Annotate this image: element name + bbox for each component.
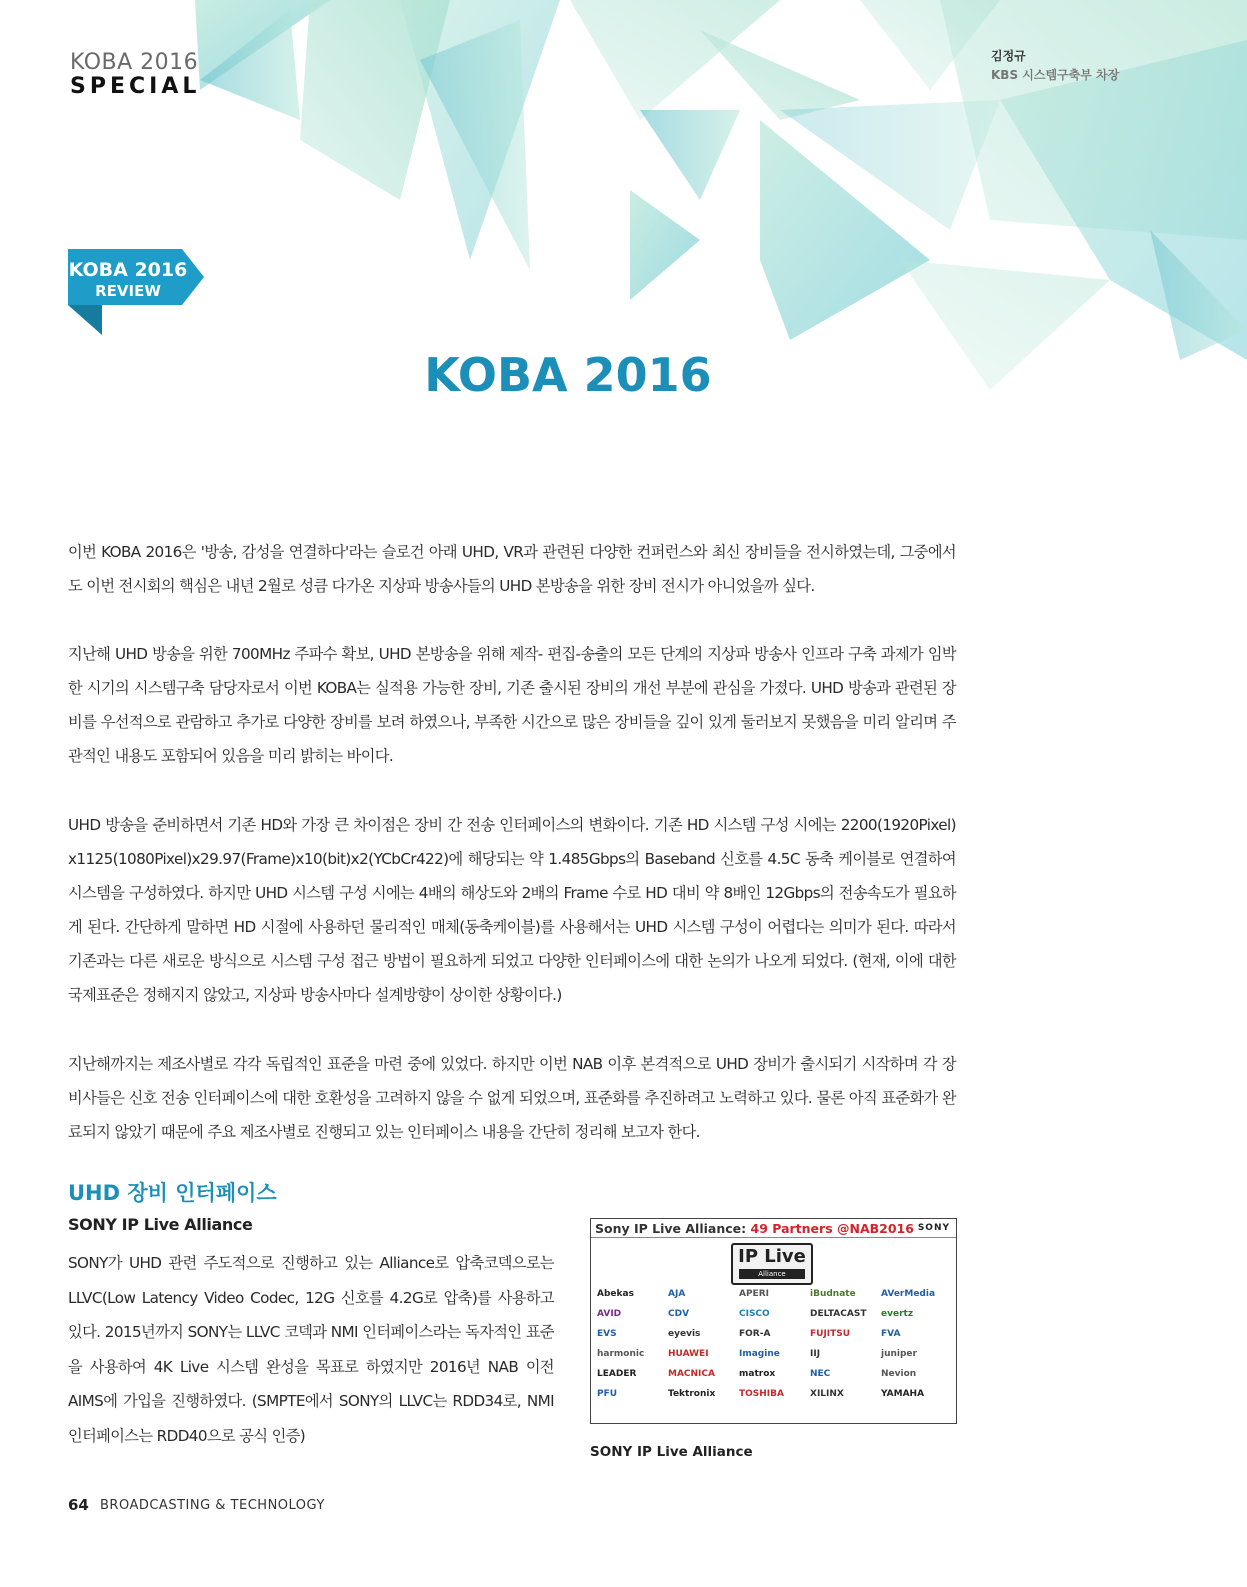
partner-logo: juniper	[881, 1349, 917, 1359]
section-sublabel: SPECIAL	[70, 74, 201, 99]
section-heading: UHD 장비 인터페이스	[68, 1181, 277, 1205]
partner-logo: LEADER	[597, 1369, 637, 1379]
partner-logo: CISCO	[739, 1309, 770, 1319]
ip-live-badge	[731, 1243, 813, 1285]
partner-logo: AVID	[597, 1309, 622, 1319]
partner-logo: NEC	[810, 1369, 831, 1379]
paragraph-3: UHD 방송을 준비하면서 기존 HD와 가장 큰 차이점은 장비 간 전송 인터페이스의 변화이다. 기존 HD 시스템 구성 시에는 2200(1920Pixel) x1125(1080Pixel)x29.97(Frame)x10(bit)x2(YCbCr422)에 해당되는 약 1.485Gbps의 Baseband 신호를 4.5C 동축 케이블로 연결하여 시스템을 구성하였다. 하지만 UHD 시스템 구성 시에는 4배의 해상도와 2배의 Frame 수로 HD 대비 약 8배인 12Gbps의 전송속도가 필요하게 된다. 간단하게 말하면 HD 시절에 사용하던 물리적인 매체(동축케이블)를 사용해서는 UHD 시스템 구성이 어렵다는 의미가 된다. 따라서 기존과는 다른 새로운 방식으로 시스템 구성 접근 방법이 필요하게 되었고 다양한 인터페이스에 대한 논의가 나오게 되었다. (현재, 이에 대한 국제표준은 정해지지 않았고, 지상파 방송사마다 설계방향이 상이한 상황이다.)	[68, 816, 956, 1004]
partner-logo: evertz	[881, 1309, 914, 1319]
partner-logo: IIJ	[810, 1349, 821, 1359]
figure-title	[595, 1221, 914, 1236]
figure-divider	[591, 1237, 956, 1238]
partner-logo: DELTACAST	[810, 1309, 867, 1319]
partner-logo: FVA	[881, 1329, 901, 1339]
review-tag-title: KOBA 2016	[68, 259, 188, 281]
partner-logo: MACNICA	[668, 1369, 715, 1379]
figure-brand-logo: SONY	[917, 1223, 950, 1233]
partner-logo: XILINX	[810, 1389, 844, 1399]
partner-logo: AVerMedia	[881, 1289, 936, 1299]
subsection-heading: SONY IP Live Alliance	[68, 1215, 253, 1234]
article-title: KOBA 2016	[424, 348, 712, 402]
partner-logo: APERI	[739, 1289, 769, 1299]
page-number: 64	[68, 1496, 89, 1514]
ip-live-badge-title: IP Live	[738, 1246, 806, 1267]
partner-logo: iBudnate	[810, 1289, 856, 1299]
partner-logo: Imagine	[739, 1349, 780, 1359]
partner-logo: Abekas	[597, 1289, 634, 1299]
paragraph-1: 이번 KOBA 2016은 '방송, 감성을 연결하다'라는 슬로건 아래 UHD, VR과 관련된 다양한 컨퍼런스와 최신 장비들을 전시하였는데, 그중에서도 이번 전시회의 핵심은 내년 2월로 성큼 다가온 지상파 방송사들의 UHD 본방송을 위한 장비 전시가 아니었을까 싶다.	[68, 543, 956, 595]
partner-logo: matrox	[739, 1369, 776, 1379]
author-name: 김정규	[991, 49, 1026, 63]
partner-logo: CDV	[668, 1309, 690, 1319]
review-tag-subtitle: REVIEW	[95, 282, 161, 300]
partner-logo: TOSHIBA	[739, 1389, 784, 1399]
figure-title-highlight: 49 Partners @NAB2016	[750, 1221, 914, 1236]
sony-paragraph: SONY가 UHD 관련 주도적으로 진행하고 있는 Alliance로 압축코덱으로는 LLVC(Low Latency Video Codec, 12G 신호를 4.2G로 압축)를 사용하고 있다. 2015년까지 SONY는 LLVC 코덱과 NMI 인터페이스라는 독자적인 표준을 사용하여 4K Live 시스템 완성을 목표로 하였지만 2016년 NAB 이전 AIMS에 가입을 진행하였다. (SMPTE에서 SONY의 LLVC는 RDD34로, NMI 인터페이스는 RDD40으로 공식 인증)	[68, 1254, 554, 1445]
partner-logo: HUAWEI	[668, 1349, 709, 1359]
section-label: KOBA 2016	[70, 50, 199, 75]
partner-logo: PFU	[597, 1389, 618, 1399]
partner-logo: EVS	[597, 1329, 617, 1339]
alliance-partner-figure	[590, 1218, 957, 1424]
partner-logo: FUJITSU	[810, 1329, 851, 1339]
figure-caption: SONY IP Live Alliance	[590, 1444, 753, 1460]
paragraph-2: 지난해 UHD 방송을 위한 700MHz 주파수 확보, UHD 본방송을 위해 제작- 편집-송출의 모든 단계의 지상파 방송사 인프라 구축 과제가 임박한 시기의 시스템구축 담당자로서 이번 KOBA는 실적용 가능한 장비, 기존 출시된 장비의 개선 부분에 관심을 가졌다. UHD 방송과 관련된 장비를 우선적으로 관람하고 추가로 다양한 장비를 보려 하였으나, 부족한 시간으로 많은 장비들을 깊이 있게 둘러보지 못했음을 미리 알리며 주관적인 내용도 포함되어 있음을 미리 밝히는 바이다.	[68, 645, 956, 765]
ip-live-badge-subtitle: Alliance	[739, 1269, 805, 1279]
partner-logo: Tektronix	[668, 1389, 716, 1399]
partner-logo: FOR-A	[739, 1329, 771, 1339]
partner-logo: AJA	[668, 1289, 686, 1299]
partner-logo: YAMAHA	[881, 1389, 925, 1399]
partner-logo: harmonic	[597, 1349, 645, 1359]
partner-logo: eyevis	[668, 1329, 701, 1339]
publication-name: BROADCASTING & TECHNOLOGY	[100, 1498, 325, 1513]
figure-title-prefix: Sony IP Live Alliance:	[595, 1221, 747, 1236]
partner-logo: Nevion	[881, 1369, 917, 1379]
paragraph-4: 지난해까지는 제조사별로 각각 독립적인 표준을 마련 중에 있었다. 하지만 이번 NAB 이후 본격적으로 UHD 장비가 출시되기 시작하며 각 장비사들은 신호 전송 인터페이스에 대한 호환성을 고려하지 않을 수 없게 되었으며, 표준화를 추진하려고 노력하고 있다. 물론 아직 표준화가 완료되지 않았기 때문에 주요 제조사별로 진행되고 있는 인터페이스 내용을 간단히 정리해 보고자 한다.	[68, 1055, 956, 1141]
author-title: KBS 시스템구축부 차장	[991, 68, 1120, 82]
